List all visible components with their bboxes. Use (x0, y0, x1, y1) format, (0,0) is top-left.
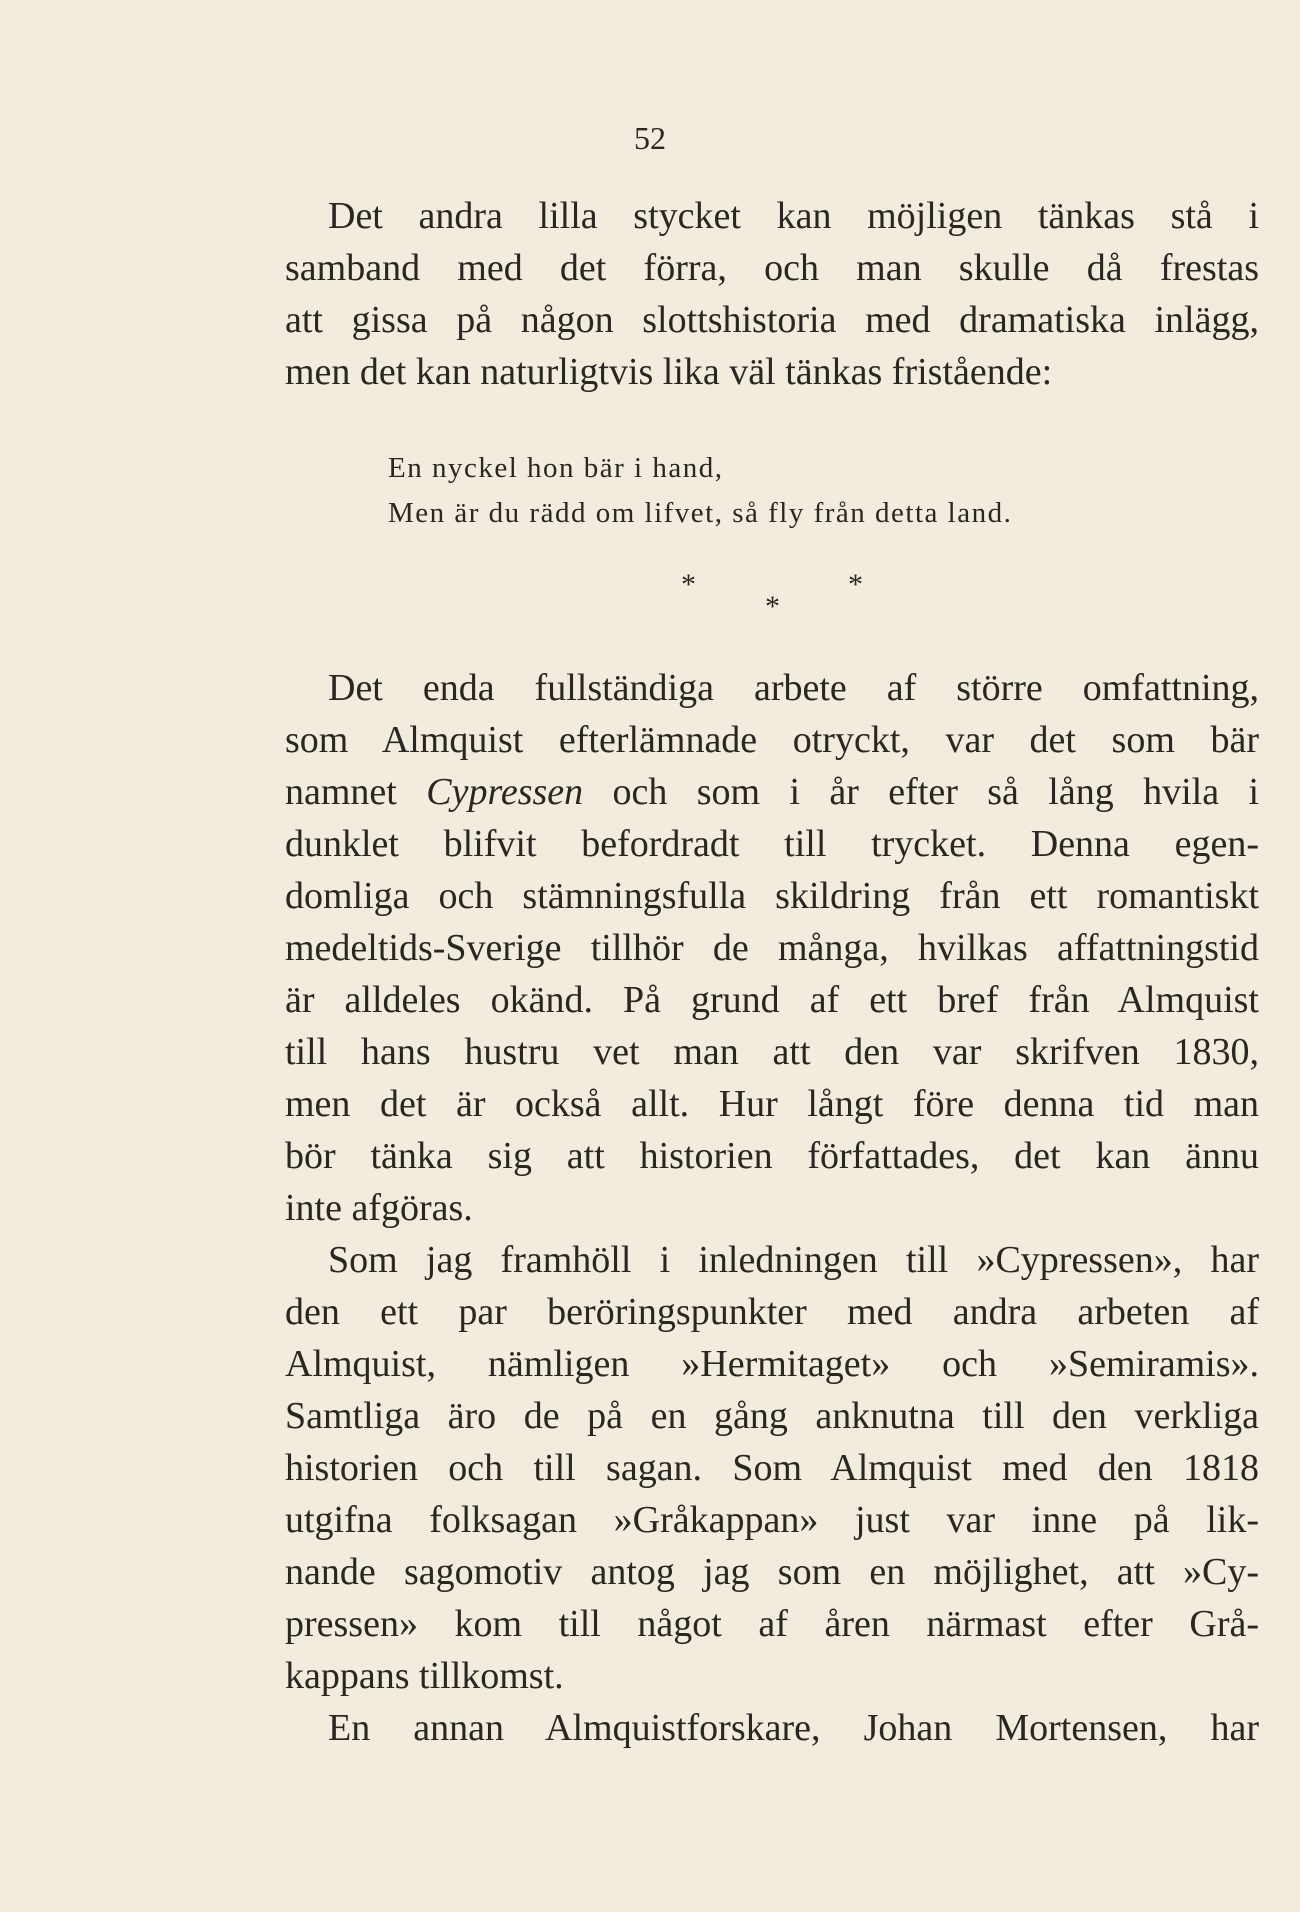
text-line: inte afgöras. (285, 1187, 473, 1229)
text-fragment: och som i år efter så lång hvila i (612, 771, 1259, 813)
poem-line: Men är du rädd om lifvet, så fly från detta land. (388, 497, 1013, 529)
text-line: men det är också allt. Hur långt före denna tid man (285, 1083, 1259, 1125)
poem-quote (388, 446, 1012, 536)
text-line: medeltids-Sverige tillhör de många, hvilkas affattningstid (285, 927, 1259, 969)
text-line: dunklet blifvit befordradt till trycket. Denna egen- (285, 823, 1259, 865)
asterisk: * (765, 590, 780, 623)
text-line: som Almquist efterlämnade otryckt, var det som bär (285, 719, 1259, 761)
page-number: 52 (634, 120, 666, 156)
poem-line: En nyckel hon bär i hand, (388, 452, 724, 484)
text-line: till hans hustru vet man att den var skrifven 1830, (285, 1031, 1259, 1073)
asterisk: * (848, 568, 863, 601)
text-fragment: namnet (285, 771, 397, 813)
text-line: pressen» kom till något af åren närmast efter Grå- (285, 1603, 1259, 1645)
text-line: domliga och stämningsfulla skildring från ett romantiskt (285, 875, 1259, 917)
text-line: den ett par beröringspunkter med andra arbeten af (285, 1291, 1259, 1333)
text-line: nande sagomotiv antog jag som en möjlighet, att »Cy- (285, 1551, 1259, 1593)
section-divider (0, 568, 1300, 623)
text-line: samband med det förra, och man skulle då frestas (285, 247, 1259, 289)
text-line: Det enda fullständiga arbete af större omfattning, (328, 667, 1259, 709)
asterisk: * (681, 568, 696, 601)
text-line: Som jag framhöll i inledningen till »Cypressen», har (328, 1239, 1259, 1281)
text-line: att gissa på någon slottshistoria med dramatiska inlägg, (285, 299, 1259, 341)
text-line-with-title (285, 766, 1259, 818)
text-line: men det kan naturligtvis lika väl tänkas fristående: (285, 351, 1053, 393)
text-line: Almquist, nämligen »Hermitaget» och »Semiramis». (285, 1343, 1259, 1385)
text-line: historien och till sagan. Som Almquist med den 1818 (285, 1447, 1259, 1489)
main-text (285, 662, 1259, 1754)
text-line: är alldeles okänd. På grund af ett bref från Almquist (285, 979, 1259, 1021)
text-line: En annan Almquistforskare, Johan Mortensen, har (328, 1707, 1259, 1749)
text-line: utgifna folksagan »Gråkappan» just var inne på lik- (285, 1499, 1259, 1541)
italic-title: Cypressen (426, 771, 584, 813)
text-line: Det andra lilla stycket kan möjligen tänkas stå i (328, 195, 1259, 237)
text-line: Samtliga äro de på en gång anknutna till den verkliga (285, 1395, 1259, 1437)
text-line: kappans tillkomst. (285, 1655, 564, 1697)
paragraph-1 (285, 190, 1259, 398)
text-line: bör tänka sig att historien författades, det kan ännu (285, 1135, 1259, 1177)
